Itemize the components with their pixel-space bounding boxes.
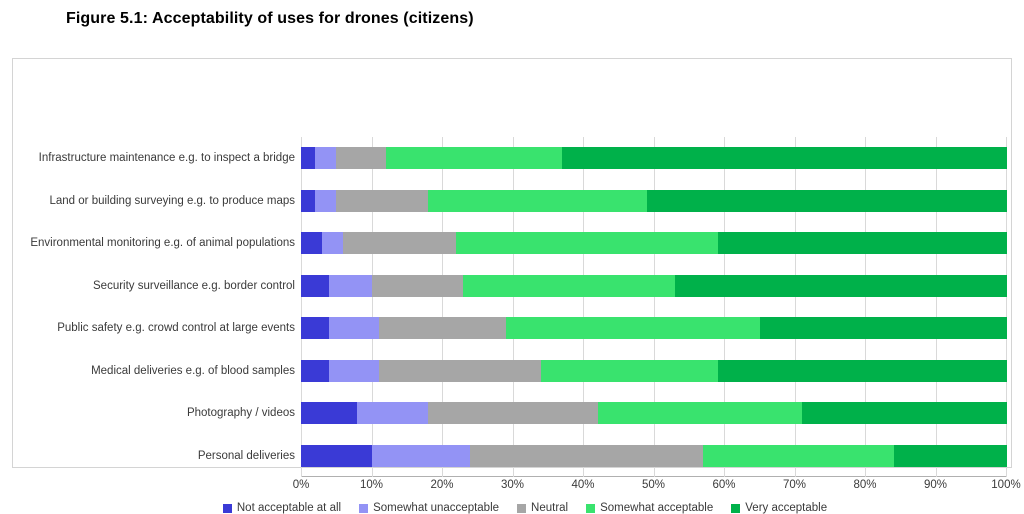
bar-segment	[456, 232, 717, 254]
gridline	[724, 137, 725, 477]
bar-row	[301, 402, 1007, 424]
bar-segment	[718, 232, 1007, 254]
x-tick-label: 90%	[923, 479, 948, 491]
bar-segment	[301, 360, 329, 382]
bar-segment	[506, 317, 760, 339]
category-label: Public safety e.g. crowd control at large events	[57, 322, 295, 335]
gridline	[936, 137, 937, 477]
bar-segment	[372, 275, 464, 297]
bar-segment	[463, 275, 675, 297]
legend-swatch-icon	[731, 504, 740, 513]
legend-label: Very acceptable	[745, 502, 828, 514]
category-label: Environmental monitoring e.g. of animal populations	[30, 237, 295, 250]
gridline	[1006, 137, 1007, 477]
plot-area	[301, 137, 1007, 477]
bar-segment	[315, 147, 336, 169]
bar-segment	[301, 445, 372, 467]
bar-segment	[428, 190, 647, 212]
x-tick-label: 10%	[359, 479, 384, 491]
x-tick-label: 80%	[853, 479, 877, 491]
legend-swatch-icon	[517, 504, 526, 513]
bar-row	[301, 232, 1007, 254]
gridline	[301, 137, 302, 477]
gridline	[513, 137, 514, 477]
bar-row	[301, 275, 1007, 297]
gridline	[865, 137, 866, 477]
bar-segment	[598, 402, 803, 424]
x-tick-label: 40%	[571, 479, 595, 491]
x-tick-label: 30%	[500, 479, 525, 491]
bar-segment	[329, 317, 378, 339]
x-tick-label: 100%	[991, 479, 1021, 491]
bar-segment	[329, 275, 371, 297]
bar-segment	[379, 360, 541, 382]
bar-segment	[329, 360, 378, 382]
bar-segment	[357, 402, 428, 424]
bar-segment	[760, 317, 1007, 339]
legend-item[interactable]	[517, 502, 568, 514]
gridline	[654, 137, 655, 477]
legend-label: Not acceptable at all	[236, 502, 342, 514]
category-label: Medical deliveries e.g. of blood samples	[91, 364, 295, 377]
bar-segment	[315, 190, 336, 212]
bar-segment	[379, 317, 506, 339]
legend-swatch-icon	[223, 504, 232, 513]
bar-segment	[301, 147, 315, 169]
bar-segment	[562, 147, 1007, 169]
category-axis-labels	[31, 137, 295, 477]
bar-segment	[675, 275, 1007, 297]
bar-segment	[428, 402, 597, 424]
bar-segment	[322, 232, 343, 254]
bar-segment	[470, 445, 703, 467]
bar-row	[301, 317, 1007, 339]
legend-label: Somewhat unacceptable	[373, 502, 500, 514]
bar-segment	[541, 360, 718, 382]
legend-item[interactable]	[223, 502, 341, 514]
bar-segment	[718, 360, 1007, 382]
bar-segment	[647, 190, 1007, 212]
bar-segment	[703, 445, 894, 467]
page-title: Figure 5.1: Acceptability of uses for drones (citizens)	[66, 10, 474, 27]
legend-swatch-icon	[359, 504, 368, 513]
category-label: Infrastructure maintenance e.g. to inspect a bridge	[38, 152, 295, 165]
bar-row	[301, 360, 1007, 382]
legend-item[interactable]	[586, 502, 713, 514]
bar-segment	[301, 190, 315, 212]
bar-segment	[372, 445, 471, 467]
bar-segment	[301, 402, 357, 424]
legend-item[interactable]	[359, 502, 499, 514]
bar-segment	[894, 445, 1007, 467]
x-tick-label: 20%	[430, 479, 454, 491]
legend-label: Neutral	[531, 502, 569, 514]
bar-segment	[336, 147, 385, 169]
x-tick-label: 50%	[641, 479, 666, 491]
bar-segment	[343, 232, 456, 254]
bar-row	[301, 190, 1007, 212]
gridline	[442, 137, 443, 477]
category-label: Photography / videos	[186, 407, 295, 420]
bar-segment	[301, 232, 322, 254]
category-label: Personal deliveries	[197, 449, 295, 462]
x-tick-label: 60%	[712, 479, 736, 491]
gridline	[583, 137, 584, 477]
chart-legend	[25, 502, 1024, 514]
legend-swatch-icon	[586, 504, 595, 513]
x-tick-label: 70%	[782, 479, 807, 491]
bar-segment	[802, 402, 1007, 424]
x-axis-tick-labels	[292, 479, 1021, 497]
gridline	[372, 137, 373, 477]
bar-row	[301, 445, 1007, 467]
bar-segment	[386, 147, 563, 169]
gridline	[795, 137, 796, 477]
category-label: Security surveillance e.g. border control	[93, 279, 295, 292]
legend-label: Somewhat acceptable	[600, 502, 714, 514]
bar-segment	[301, 317, 329, 339]
x-tick-label: 0%	[292, 479, 310, 491]
category-label: Land or building surveying e.g. to produce maps	[49, 194, 295, 207]
bar-row	[301, 147, 1007, 169]
bar-segment	[336, 190, 428, 212]
chart-frame	[12, 58, 1021, 514]
bar-segment	[301, 275, 329, 297]
legend-item[interactable]	[731, 502, 827, 514]
